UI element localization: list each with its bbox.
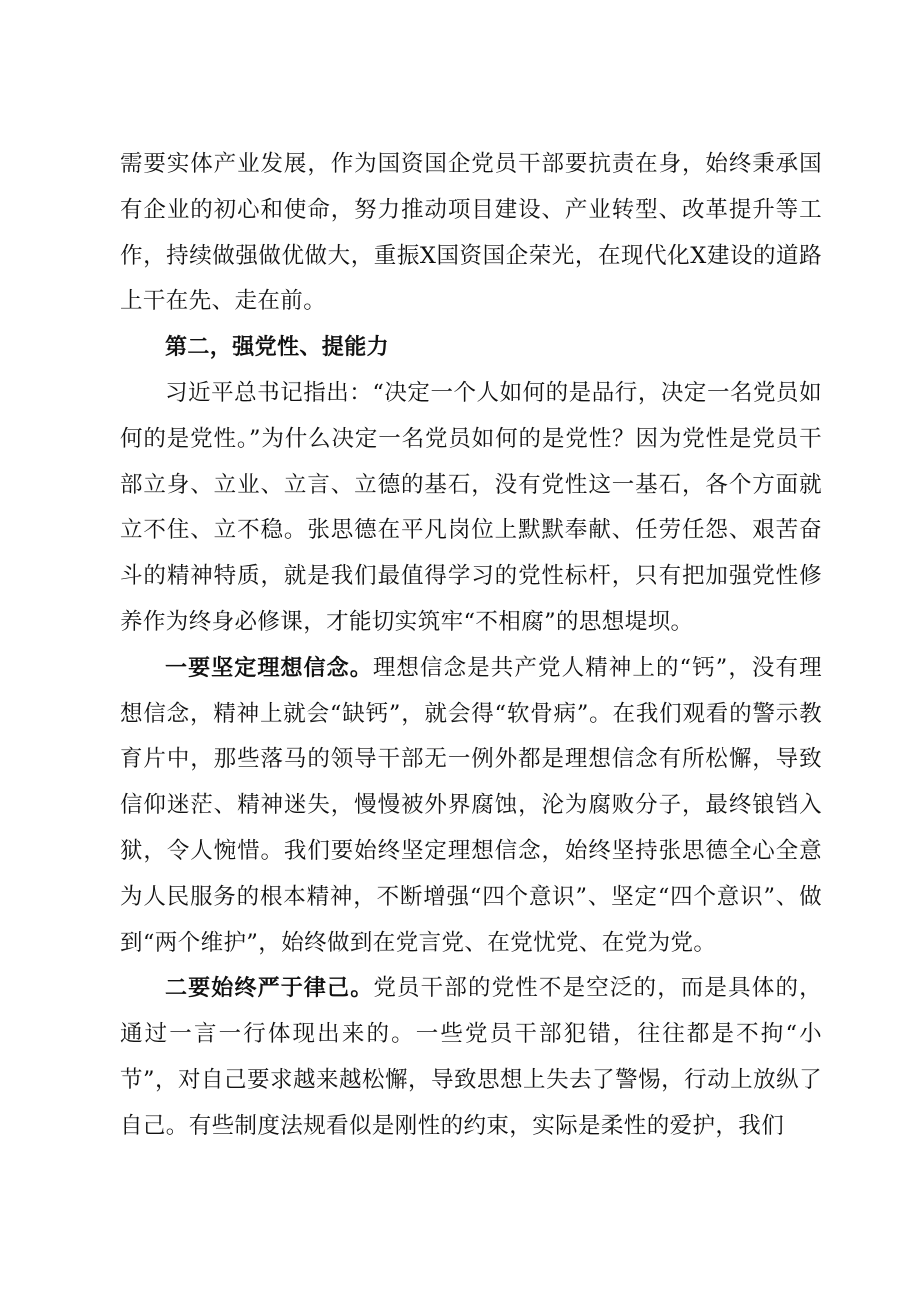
document-body — [120, 142, 822, 1150]
section-heading-text: 第二，强党性、提能力 — [165, 335, 390, 361]
paragraph-text: 需要实体产业发展，作为国资国企党员干部要抗责在身，始终秉承国有企业的初心和使命，努力推动项目建设、产业转型、改革提升等工作，持续做强做优做大，重振X国资国企荣光，在现代化X建设的道路上干在先、走在前。 — [120, 151, 822, 315]
paragraph-continuation — [120, 142, 822, 325]
paragraph-ideals — [120, 646, 822, 967]
paragraph-text: 习近平总书记指出：“决定一个人如何的是品行，决定一名党员如何的是党性。”为什么决定一名党员如何的是党性？因为党性是党员干部立身、立业、立言、立德的基石，没有党性这一基石，各个方面就立不住、立不稳。张思德在平凡岗位上默默奉献、任劳任怨、艰苦奋斗的精神特质，就是我们最值得学习的党性标杆，只有把加强党性修养作为终身必修课，才能切实筑牢“不相腐”的思想堤坝。 — [120, 379, 822, 635]
paragraph-lead: 一要坚定理想信念。 — [165, 655, 373, 681]
paragraph-quote — [120, 371, 822, 646]
section-heading — [120, 325, 822, 371]
paragraph-text: 理想信念是共产党人精神上的“钙”，没有理想信念，精神上就会“缺钙”，就会得“软骨病”。在我们观看的警示教育片中，那些落马的领导干部无一例外都是理想信念有所松懈，导致信仰迷茫、精神迷失，慢慢被外界腐蚀，沦为腐败分子，最终锒铛入狱，令人惋惜。我们要始终坚定理想信念，始终坚持张思德全心全意为人民服务的根本精神，不断增强“四个意识”、坚定“四个意识”、做到“两个维护”，始终做到在党言党、在党忧党、在党为党。 — [120, 654, 822, 956]
paragraph-self-discipline — [120, 966, 822, 1149]
paragraph-text: 党员干部的党性不是空泛的，而是具体的，通过一言一行体现出来的。一些党员干部犯错，往往都是不拘“小节”，对自己要求越来越松懈，导致思想上失去了警惕，行动上放纵了自己。有些制度法规看似是刚性的约束，实际是柔性的爱护，我们 — [120, 975, 822, 1139]
paragraph-lead: 二要始终严于律己。 — [165, 976, 374, 1002]
